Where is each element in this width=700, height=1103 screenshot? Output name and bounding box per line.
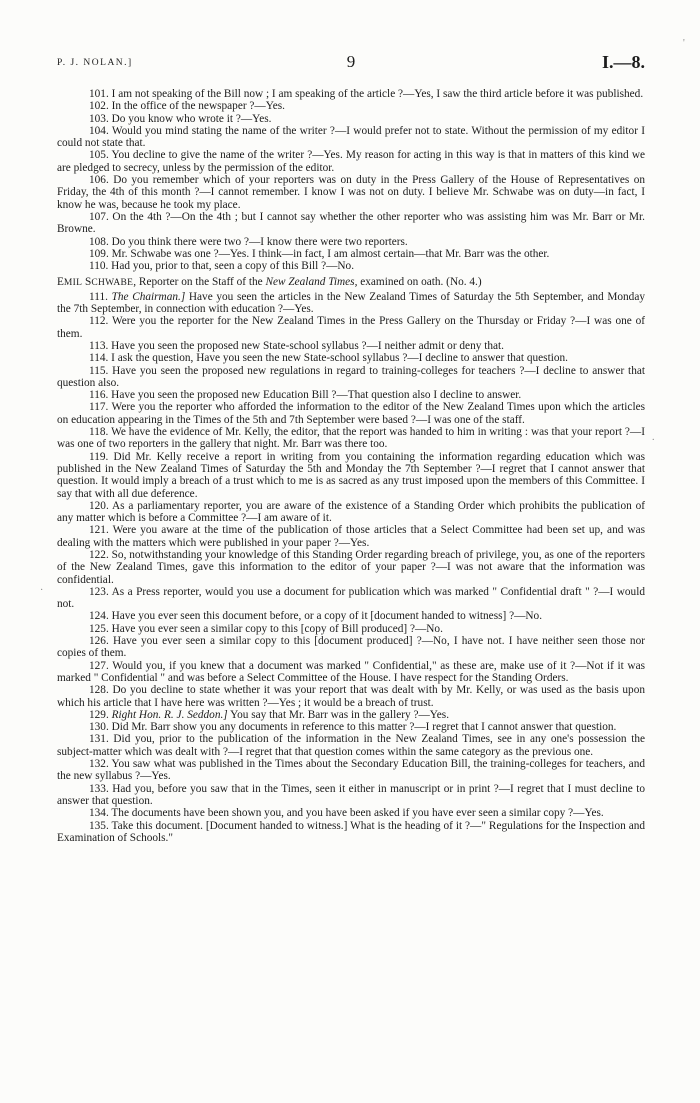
- question-number: 123.: [89, 585, 109, 598]
- question-paragraph: [57, 586, 645, 611]
- question-text: As a parliamentary reporter, you are aware of the existence of a Standing Order which prohibits the publication of any matter which is before a Committee ?—I am aware of it.: [57, 499, 645, 525]
- question-number: 120.: [89, 499, 109, 512]
- question-text: Would you, if you knew that a document was marked " Confidential," as these are, make use of it ?—Not if it was marked " Confidential " and was before a Select Committee of the House. I have respect for the Standing Orders.: [57, 659, 645, 684]
- question-text: Have you ever seen a similar copy to this [document produced] ?—No, I have not. I have neither seen those nor copies of them.: [57, 635, 645, 660]
- question-text: Did Mr. Kelly receive a report in writing from you containing the information regarding education which was published in the New Zealand Times of Saturday the 5th and Monday the 7th September ?—I regret that I cannot answer that question. It would imply a breach of a trust which to me is as sacred as any trust imposed upon the members of this Committee. I say that with all due deference.: [57, 450, 645, 500]
- question-number: 122.: [89, 548, 109, 561]
- question-text: Had you, before you saw that in the Times, seen it either in manuscript or in print ?—I regret that I must decline to answer that question.: [57, 782, 645, 807]
- question-text: You decline to give the name of the writer ?—Yes. My reason for acting in this way is that in matters of this kind we are pledged to secrecy, unless by the permission of the editor.: [57, 149, 645, 174]
- question-paragraph: [57, 660, 645, 685]
- question-number: 133.: [89, 782, 109, 795]
- question-text: Do you remember which of your reporters was on duty in the Press Gallery of the House of Representatives on Friday, the 4th of this month ?—I cannot remember. I know I was not on duty. I believe Mr. Schwabe was on duty—in fact, I know he was, because he took my place.: [57, 174, 645, 211]
- witness-intro: EMIL SCHWABE, Reporter on the Staff of the New Zealand Times, examined on oath. (No. 4.): [57, 276, 482, 289]
- question-number: 124.: [89, 610, 109, 623]
- question-paragraph: [57, 389, 645, 401]
- nolan-questions: [57, 88, 645, 272]
- question-text: On the 4th ?—On the 4th ; but I cannot say whether the other reporter who was assisting him was Mr. Barr or Mr. Browne.: [57, 210, 645, 236]
- question-number: 126.: [89, 635, 109, 648]
- question-paragraph: [57, 684, 645, 709]
- question-paragraph: [57, 236, 645, 248]
- question-paragraph: [57, 610, 645, 622]
- question-paragraph: [57, 758, 645, 783]
- page-number: 9: [346, 52, 356, 71]
- question-number: 134.: [89, 807, 109, 820]
- question-text: In the office of the newspaper ?—Yes.: [108, 100, 285, 113]
- examiner-name: Right Hon. R. J. Seddon.]: [108, 708, 228, 721]
- question-paragraph: [57, 807, 645, 819]
- question-text: Were you the reporter for the New Zealand Times in the Press Gallery on the Thursday or Friday ?—I was one of them.: [57, 315, 645, 340]
- question-text: Have you ever seen a similar copy to this [copy of Bill produced] ?—No.: [108, 622, 443, 635]
- question-paragraph: [57, 401, 645, 426]
- question-paragraph: [57, 248, 645, 260]
- question-text: You say that Mr. Barr was in the gallery ?—Yes.: [227, 708, 450, 721]
- question-number: 108.: [89, 235, 109, 248]
- question-paragraph: [57, 783, 645, 808]
- question-number: 107.: [89, 210, 109, 223]
- question-number: 112.: [89, 315, 109, 328]
- question-text: As a Press reporter, would you use a document for publication which was marked " Confidential draft " ?—I would not.: [57, 585, 645, 611]
- question-number: 121.: [89, 524, 109, 537]
- question-number: 132.: [89, 758, 109, 771]
- question-text: Have you ever seen this document before, or a copy of it [document handed to witness] ?—No.: [108, 610, 543, 623]
- question-number: 130.: [89, 721, 109, 734]
- question-text: I am not speaking of the Bill now ; I am speaking of the article ?—Yes, I saw the third article before it was published.: [108, 88, 644, 100]
- question-number: 119.: [89, 450, 109, 463]
- question-number: 128.: [89, 684, 109, 697]
- question-paragraph: [57, 174, 645, 211]
- question-number: 118.: [89, 426, 109, 439]
- document-reference: I.—8.: [601, 52, 645, 72]
- question-number: 102.: [89, 100, 109, 113]
- question-paragraph: [57, 733, 645, 758]
- question-text: Were you the reporter who afforded the information to the editor of the New Zealand Times upon which the articles on education appearing in the Times of the 5th and 7th September were based ?—I was one of the staff.: [57, 401, 645, 426]
- question-number: 131.: [89, 733, 109, 746]
- question-number: 117.: [89, 401, 109, 414]
- question-text: You saw what was published in the Times about the Secondary Education Bill, the training-colleges for teachers, and the new syllabus ?—Yes.: [57, 758, 645, 783]
- question-paragraph: [57, 524, 645, 549]
- question-paragraph: [57, 623, 645, 635]
- evidence-body: [57, 88, 645, 844]
- question-paragraph: [57, 315, 645, 340]
- question-number: 110.: [89, 260, 109, 273]
- question-number: 129.: [89, 708, 109, 721]
- question-paragraph: [57, 635, 645, 660]
- question-text: Have you seen the proposed new Education Bill ?—That question also I decline to answer.: [108, 389, 522, 402]
- question-text: So, notwithstanding your knowledge of this Standing Order regarding breach of privilege, you, as one of the reporters of the New Zealand Times, gave this information to the editor of your paper ?—I was not aware that the information was confidential.: [57, 548, 645, 586]
- question-paragraph: [57, 340, 645, 352]
- schwabe-questions: [57, 291, 645, 844]
- question-text: Have you seen the proposed new regulations in regard to training-colleges for teachers ?—I decline to answer that question also.: [57, 364, 645, 389]
- question-text: Had you, prior to that, seen a copy of this Bill ?—No.: [108, 260, 355, 273]
- question-number: 101.: [89, 88, 109, 100]
- question-paragraph: [57, 149, 645, 174]
- question-text: Would you mind stating the name of the writer ?—I would prefer not to state. Without the permission of my editor I could not state that.: [57, 124, 645, 150]
- question-text: Take this document. [Document handed to witness.] What is the heading of it ?—" Regulations for the Inspection and Examination of Schools.": [57, 819, 645, 844]
- corner-mark: ': [683, 38, 685, 49]
- question-number: 116.: [89, 389, 109, 402]
- right-margin-mark: .: [652, 432, 655, 443]
- question-text: I ask the question, Have you seen the new State-school syllabus ?—I decline to answer that question.: [108, 352, 568, 365]
- question-text: Did Mr. Barr show you any documents in reference to this matter ?—I regret that I cannot answer that question.: [108, 721, 617, 734]
- question-text: Have you seen the articles in the New Zealand Times of Saturday the 5th September, and Monday the 7th September, in connection with education ?—Yes.: [57, 290, 645, 316]
- question-paragraph: [57, 211, 645, 236]
- question-number: 105.: [89, 149, 109, 162]
- question-paragraph: [57, 451, 645, 500]
- question-paragraph: [57, 426, 645, 451]
- question-number: 125.: [89, 622, 109, 635]
- examiner-name: The Chairman.]: [107, 290, 186, 303]
- question-text: The documents have been shown you, and you have been asked if you have ever seen a similar copy ?—Yes.: [108, 807, 604, 820]
- question-paragraph: [57, 291, 645, 316]
- question-text: Do you know who wrote it ?—Yes.: [108, 112, 272, 125]
- question-paragraph: [57, 352, 645, 364]
- question-text: Mr. Schwabe was one ?—Yes. I think—in fact, I am almost certain—that Mr. Barr was the other.: [108, 247, 550, 260]
- question-paragraph: [57, 100, 645, 112]
- question-paragraph: [57, 820, 645, 845]
- question-paragraph: [57, 721, 645, 733]
- question-number: 135.: [89, 819, 109, 832]
- question-paragraph: [57, 113, 645, 125]
- question-paragraph: [57, 709, 645, 721]
- question-number: 104.: [89, 124, 109, 137]
- question-text: Do you think there were two ?—I know there were two reporters.: [108, 235, 408, 248]
- question-text: Were you aware at the time of the publication of those articles that a Select Committee had been set up, and was dealing with the matters which were published in your paper ?—Yes.: [57, 524, 645, 549]
- question-number: 115.: [89, 364, 109, 377]
- question-paragraph: [57, 500, 645, 525]
- question-number: 114.: [89, 352, 109, 365]
- question-paragraph: [57, 125, 645, 150]
- question-number: 111.: [89, 290, 108, 303]
- question-paragraph: [57, 88, 645, 100]
- question-text: We have the evidence of Mr. Kelly, the editor, that the report was handed to him in writing : was that your report ?—I was one of two reporters in the gallery that night. Mr. Barr was there too.: [57, 426, 645, 451]
- question-number: 106.: [89, 174, 109, 187]
- question-text: Did you, prior to the publication of the information in the New Zealand Times, see in any one's possession the subject-matter which was dealt with ?—I regret that that question comes within the same category as the previous one.: [57, 733, 645, 758]
- running-head-name: P. J. NOLAN.]: [57, 58, 133, 68]
- question-number: 127.: [89, 659, 109, 672]
- question-number: 103.: [89, 112, 109, 125]
- question-number: 113.: [89, 339, 109, 352]
- question-paragraph: [57, 365, 645, 390]
- question-paragraph: [57, 260, 645, 272]
- left-margin-mark: ·: [40, 585, 44, 596]
- question-text: Have you seen the proposed new State-school syllabus ?—I neither admit or deny that.: [108, 339, 504, 352]
- question-paragraph: [57, 549, 645, 586]
- page-header: [57, 52, 645, 76]
- question-text: Do you decline to state whether it was your report that was dealt with by Mr. Kelly, or was used as the basis upon which his article that I have here was written ?—Yes ; it would be a breach of trust.: [57, 684, 645, 709]
- question-number: 109.: [89, 247, 109, 260]
